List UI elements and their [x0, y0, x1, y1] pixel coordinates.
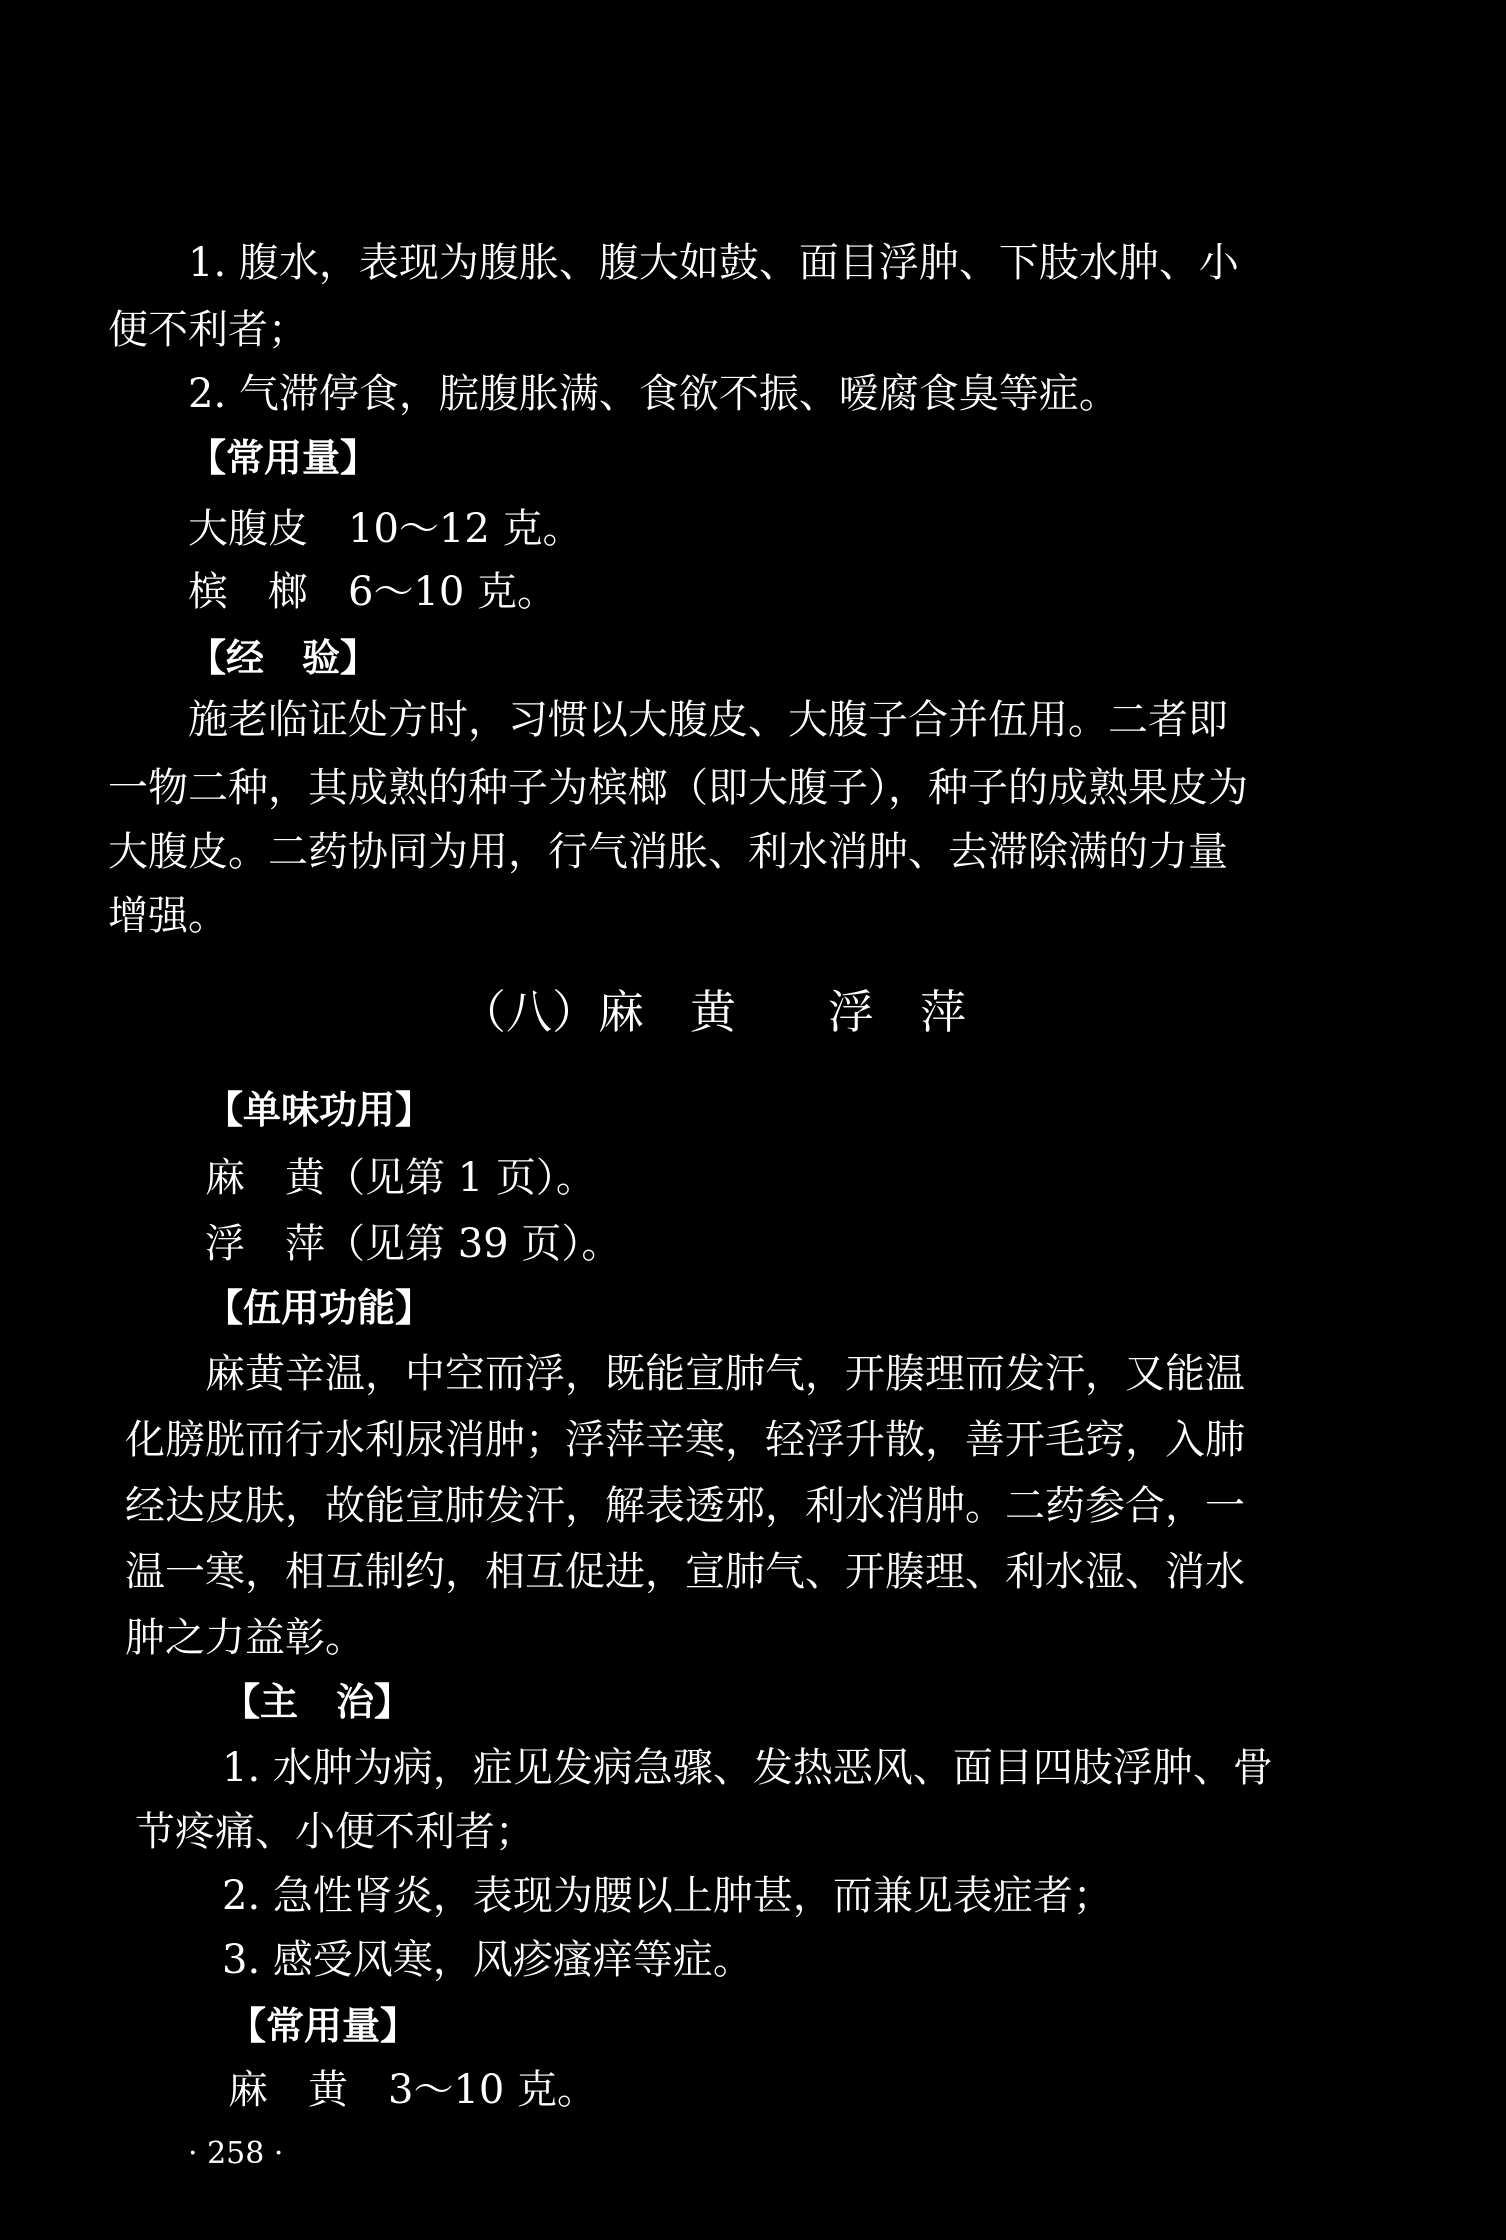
text-line-2: 便不利者；: [108, 307, 308, 353]
combined-function-line-5: 肿之力益彰。: [125, 1615, 365, 1661]
combined-function-line-4: 温一寒，相互制约，相互促进，宣肺气、开腠理、利水湿、消水: [125, 1549, 1245, 1595]
page-number: · 258 ·: [188, 2136, 284, 2171]
text-line-3: 2. 气滞停食，脘腹胀满、食欲不振、嗳腐食臭等症。: [188, 371, 1119, 417]
indications-line-2: 节疼痛、小便不利者；: [135, 1809, 535, 1855]
combined-function-line-2: 化膀胱而行水利尿消肿；浮萍辛寒，轻浮升散，善开毛窍，入肺: [125, 1417, 1245, 1463]
experience-line-3: 大腹皮。二药协同为用，行气消胀、利水消肿、去滞除满的力量: [108, 829, 1228, 875]
experience-line-4: 增强。: [108, 893, 228, 939]
section-label-experience: 【经 验】: [188, 636, 379, 680]
dosage-line-1: 大腹皮 10～12 克。: [188, 506, 583, 552]
experience-line-1: 施老临证处方时，习惯以大腹皮、大腹子合并伍用。二者即: [188, 697, 1228, 743]
text-line-1: 1. 腹水，表现为腹胀、腹大如鼓、面目浮肿、下肢水肿、小: [188, 240, 1239, 286]
section-label-dosage-2: 【常用量】: [228, 2004, 419, 2048]
single-function-line-1: 麻 黄（见第 1 页）。: [205, 1155, 596, 1201]
combined-function-line-3: 经达皮肤，故能宣肺发汗，解表透邪，利水消肿。二药参合，一: [125, 1483, 1245, 1529]
dosage-line-3: 麻 黄 3～10 克。: [228, 2067, 598, 2113]
section-label-dosage: 【常用量】: [188, 436, 379, 480]
indications-line-3: 2. 急性肾炎，表现为腰以上肿甚，而兼见表症者；: [222, 1873, 1113, 1919]
section-heading: （八）麻 黄 浮 萍: [460, 985, 966, 1039]
section-label-single-function: 【单味功用】: [205, 1088, 434, 1132]
indications-line-4: 3. 感受风寒，风疹瘙痒等症。: [222, 1937, 753, 1983]
dosage-line-2: 槟 榔 6～10 克。: [188, 569, 558, 615]
section-label-combined-function: 【伍用功能】: [205, 1286, 434, 1330]
experience-line-2: 一物二种，其成熟的种子为槟榔（即大腹子），种子的成熟果皮为: [108, 765, 1248, 811]
section-label-indications: 【主 治】: [222, 1680, 413, 1724]
combined-function-line-1: 麻黄辛温，中空而浮，既能宣肺气，开腠理而发汗，又能温: [205, 1351, 1245, 1397]
single-function-line-2: 浮 萍（见第 39 页）。: [205, 1221, 622, 1267]
indications-line-1: 1. 水肿为病，症见发病急骤、发热恶风、面目四肢浮肿、骨: [222, 1745, 1273, 1791]
